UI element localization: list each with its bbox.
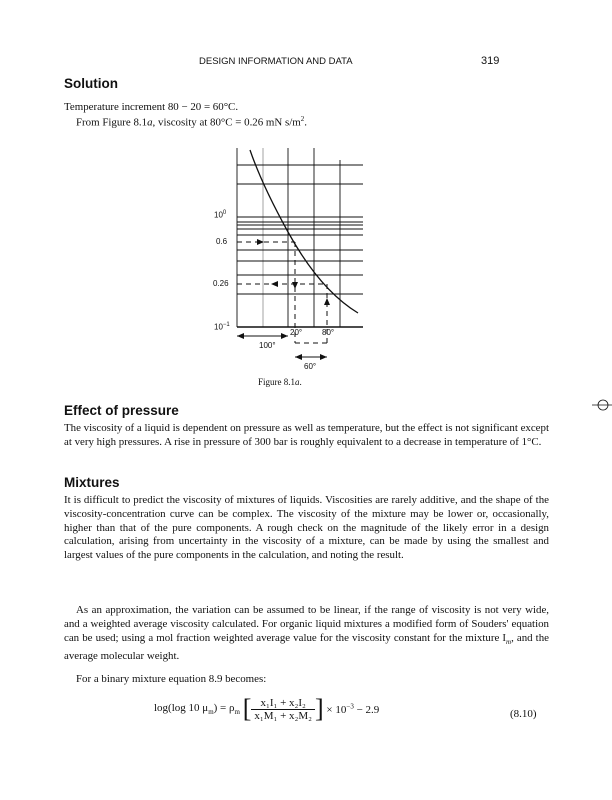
- denominator: x₁M₁ + x₂M₂: [254, 709, 312, 722]
- arrow-right-icon: [281, 333, 288, 339]
- crosshair-mark-icon: [592, 395, 612, 415]
- arrow-left-icon: [237, 333, 244, 339]
- mixtures-paragraph-1: It is difficult to predict the viscosity of mixtures of liquids. Viscosities are rarely additive, and the shape of the viscosity-concentration curve can be complex. The viscosity of the mixture may be lower or, occasionally, higher than that of the pure components. A rough check on the magnitude of the likely error in a design calculation, arising from uncertainty in the viscosity of a mixture, can be made by using the smallest and largest values of the pure components in the calculation, and noting the result.: [64, 494, 549, 562]
- text: a: [295, 377, 300, 387]
- heading-mixtures: Mixtures: [64, 475, 120, 490]
- figure-caption: [258, 377, 302, 387]
- x-label-20: 20°: [290, 328, 303, 337]
- page-number: 319: [481, 55, 500, 67]
- text: [154, 701, 240, 717]
- heading-solution: Solution: [64, 76, 118, 91]
- text: − 2.9: [353, 703, 380, 716]
- x-label-80: 80°: [322, 328, 335, 337]
- pressure-paragraph: The viscosity of a liquid is dependent on pressure as well as temperature, but the effect is not significant except at very high pressures. A rise in pressure of 300 bar is roughly equivalent to a decrease in temperature of 1°C.: [64, 422, 549, 448]
- bracket: [: [242, 694, 252, 723]
- text: , and the average molecular weight.: [64, 631, 549, 662]
- text: 10: [214, 210, 223, 220]
- text: m: [208, 708, 214, 717]
- mixtures-paragraph-2: [64, 604, 549, 663]
- y-label-0-26: 0.26: [213, 279, 229, 288]
- text: Figure 8.1: [258, 377, 295, 387]
- text: As an approximation, the variation can be assumed to be linear, if the range of viscosity is not very wide, and a weighted average viscosity calculated. For organic liquid mixtures a modified form of Souders' equation can be used; using a mol fraction weighted average value for the viscosity constant for the mixture I: [64, 604, 549, 644]
- text: −3: [346, 702, 354, 711]
- mixtures-paragraph-3: For a binary mixture equation 8.9 becomes:: [76, 673, 267, 685]
- running-header: DESIGN INFORMATION AND DATA: [199, 56, 353, 67]
- x-label-100: 100°: [259, 341, 276, 350]
- arrow-down-icon: [292, 282, 298, 289]
- text: m: [234, 708, 240, 717]
- y-label-0-6: 0.6: [216, 237, 228, 246]
- numerator: x₁I₁ + x₂I₂: [251, 697, 315, 710]
- y-label-1e-1: [214, 322, 230, 332]
- dashed-guides: [237, 242, 327, 343]
- text: m: [506, 637, 512, 646]
- y-label-1e0: [214, 210, 226, 220]
- text: 0: [222, 210, 227, 216]
- solution-line-1: Temperature increment 80 − 20 = 60°C.: [64, 101, 239, 113]
- viscosity-curve: [250, 150, 358, 313]
- bracket: ]: [314, 694, 324, 723]
- text: −1: [222, 322, 230, 328]
- text: log(log 10 μ: [154, 701, 209, 714]
- text: 10: [214, 322, 223, 332]
- grid: [237, 148, 363, 327]
- arrows: [237, 239, 330, 360]
- text: [326, 704, 379, 716]
- text: From Figure 8.1: [76, 116, 148, 129]
- arrow-right-icon: [320, 354, 327, 360]
- text: .: [304, 116, 307, 129]
- text: × 10: [326, 703, 347, 716]
- x-label-60: 60°: [304, 362, 317, 371]
- text: a: [147, 116, 153, 129]
- fraction: [251, 697, 315, 722]
- text: , viscosity at 80°C = 0.26 mN s/m: [152, 116, 301, 129]
- arrow-left-icon: [295, 354, 302, 360]
- equation-8-10: [154, 694, 379, 724]
- arrow-left-icon: [271, 281, 278, 287]
- arrow-up-icon: [324, 298, 330, 305]
- text: .: [299, 377, 302, 387]
- text: 2: [300, 115, 305, 123]
- equation-number: (8.10): [510, 708, 537, 720]
- heading-effect-of-pressure: Effect of pressure: [64, 403, 179, 418]
- text: ) = ρ: [213, 701, 235, 714]
